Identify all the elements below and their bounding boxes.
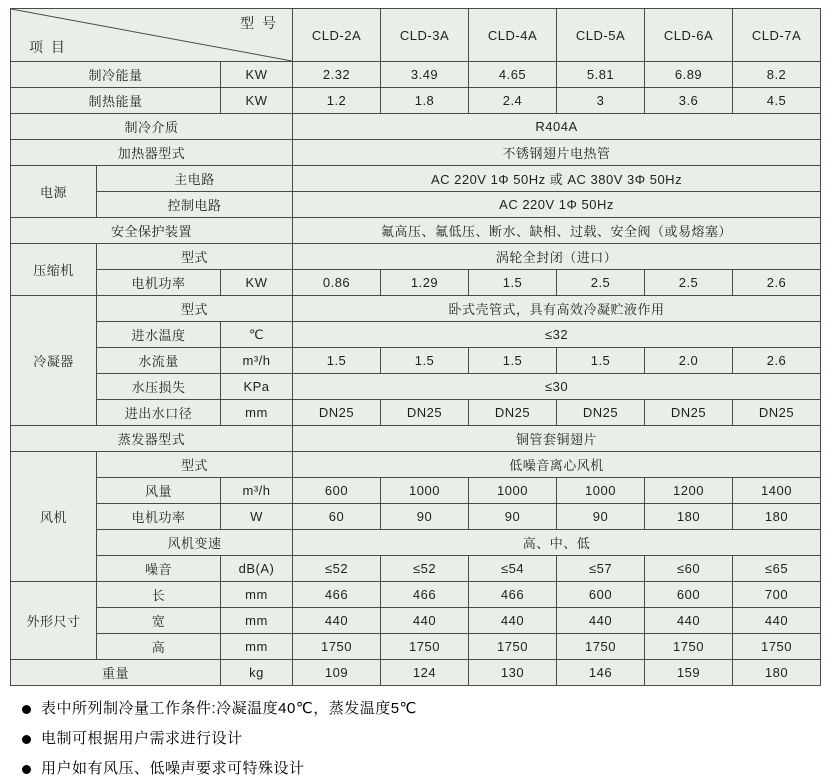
cell-value: 180 [733, 660, 821, 686]
row-label: 噪音 [97, 556, 221, 582]
cell-value: 1200 [645, 478, 733, 504]
cell-value: 1.8 [381, 88, 469, 114]
cell-value-merged: 不锈钢翅片电热管 [293, 140, 821, 166]
cell-value: DN25 [557, 400, 645, 426]
cell-value: 1750 [293, 634, 381, 660]
cell-value: 440 [293, 608, 381, 634]
row-label: 蒸发器型式 [11, 426, 293, 452]
row-unit: KW [221, 88, 293, 114]
cell-value: 1.5 [381, 348, 469, 374]
model-header-label: 型 号 [240, 15, 279, 31]
cell-value: 1.5 [557, 348, 645, 374]
table-header-row [11, 9, 821, 62]
row-label: 长 [97, 582, 221, 608]
row-label: 制冷能量 [11, 62, 221, 88]
row-label: 主电路 [97, 166, 293, 192]
cell-value: 466 [469, 582, 557, 608]
cell-value: 159 [645, 660, 733, 686]
cell-value: 1750 [733, 634, 821, 660]
cell-value-merged: ≤30 [293, 374, 821, 400]
cell-value: ≤54 [469, 556, 557, 582]
note-text: 用户如有风压、低噪声要求可特殊设计 [41, 760, 305, 777]
cell-value: 1000 [381, 478, 469, 504]
cell-value: 440 [469, 608, 557, 634]
cell-value-merged: 氟高压、氟低压、断水、缺相、过载、安全阀（或易熔塞） [293, 218, 821, 244]
cell-value: 440 [733, 608, 821, 634]
table-row [11, 556, 821, 582]
cell-value: DN25 [733, 400, 821, 426]
cell-value-merged: 涡轮全封闭（进口） [293, 244, 821, 270]
corner-header-cell [11, 9, 293, 62]
table-row [11, 634, 821, 660]
cell-value: 1750 [381, 634, 469, 660]
cell-value: 466 [293, 582, 381, 608]
cell-value: 440 [645, 608, 733, 634]
row-unit: mm [221, 634, 293, 660]
table-row [11, 582, 821, 608]
cell-value-merged: AC 220V 1Φ 50Hz 或 AC 380V 3Φ 50Hz [293, 166, 821, 192]
specification-table [10, 8, 821, 686]
cell-value: 1000 [469, 478, 557, 504]
cell-value: 4.65 [469, 62, 557, 88]
row-label: 风量 [97, 478, 221, 504]
table-row [11, 192, 821, 218]
row-label: 型式 [97, 452, 293, 478]
table-row [11, 270, 821, 296]
cell-value: DN25 [469, 400, 557, 426]
row-unit: ℃ [221, 322, 293, 348]
row-label: 制热能量 [11, 88, 221, 114]
table-row [11, 114, 821, 140]
cell-value: 146 [557, 660, 645, 686]
cell-value: 3 [557, 88, 645, 114]
table-row [11, 296, 821, 322]
table-row [11, 478, 821, 504]
cell-value: ≤52 [293, 556, 381, 582]
cell-value: 3.6 [645, 88, 733, 114]
table-row [11, 504, 821, 530]
cell-value: ≤52 [381, 556, 469, 582]
cell-value: 90 [557, 504, 645, 530]
cell-value: 1750 [469, 634, 557, 660]
row-unit: mm [221, 582, 293, 608]
cell-value: 2.6 [733, 348, 821, 374]
cell-value: 600 [645, 582, 733, 608]
cell-value-merged: 高、中、低 [293, 530, 821, 556]
table-row [11, 88, 821, 114]
row-label: 水压损失 [97, 374, 221, 400]
cell-value: 2.5 [645, 270, 733, 296]
cell-value: DN25 [645, 400, 733, 426]
row-label: 制冷介质 [11, 114, 293, 140]
row-label: 控制电路 [97, 192, 293, 218]
cell-value-merged: 卧式壳管式，具有高效冷凝贮液作用 [293, 296, 821, 322]
list-item [22, 760, 820, 778]
row-unit: W [221, 504, 293, 530]
row-unit: mm [221, 608, 293, 634]
table-row [11, 608, 821, 634]
group-label-power: 电源 [11, 166, 97, 218]
cell-value: 1.5 [469, 270, 557, 296]
table-row [11, 660, 821, 686]
cell-value: 1750 [557, 634, 645, 660]
cell-value: 124 [381, 660, 469, 686]
row-label: 型式 [97, 296, 293, 322]
model-header-4: CLD-5A [557, 9, 645, 62]
cell-value: 440 [381, 608, 469, 634]
cell-value: 90 [381, 504, 469, 530]
notes-list [10, 700, 820, 778]
cell-value-merged: ≤32 [293, 322, 821, 348]
group-label-condenser: 冷凝器 [11, 296, 97, 426]
cell-value: 90 [469, 504, 557, 530]
row-unit: kg [221, 660, 293, 686]
cell-value-merged: AC 220V 1Φ 50Hz [293, 192, 821, 218]
row-label: 高 [97, 634, 221, 660]
list-item [22, 730, 820, 748]
model-header-5: CLD-6A [645, 9, 733, 62]
item-header-label: 项 目 [29, 39, 67, 55]
cell-value: 130 [469, 660, 557, 686]
row-unit: KW [221, 62, 293, 88]
row-label: 型式 [97, 244, 293, 270]
table-row [11, 530, 821, 556]
cell-value: 2.6 [733, 270, 821, 296]
cell-value: 1.5 [293, 348, 381, 374]
cell-value: ≤57 [557, 556, 645, 582]
cell-value: 440 [557, 608, 645, 634]
cell-value: 2.5 [557, 270, 645, 296]
table-row [11, 452, 821, 478]
bullet-icon [22, 735, 31, 744]
cell-value: ≤65 [733, 556, 821, 582]
cell-value: 2.32 [293, 62, 381, 88]
note-text: 表中所列制冷量工作条件:冷凝温度40℃，蒸发温度5℃ [41, 700, 417, 717]
cell-value: 1.5 [469, 348, 557, 374]
row-label: 进水温度 [97, 322, 221, 348]
list-item [22, 700, 820, 718]
cell-value: 466 [381, 582, 469, 608]
row-label: 加热器型式 [11, 140, 293, 166]
cell-value: DN25 [381, 400, 469, 426]
cell-value: 109 [293, 660, 381, 686]
cell-value: 180 [645, 504, 733, 530]
cell-value: 600 [557, 582, 645, 608]
row-label: 安全保护装置 [11, 218, 293, 244]
row-unit: dB(A) [221, 556, 293, 582]
model-header-6: CLD-7A [733, 9, 821, 62]
row-label: 水流量 [97, 348, 221, 374]
cell-value: 0.86 [293, 270, 381, 296]
cell-value: ≤60 [645, 556, 733, 582]
bullet-icon [22, 765, 31, 774]
cell-value: 5.81 [557, 62, 645, 88]
group-label-compressor: 压缩机 [11, 244, 97, 296]
row-unit: m³/h [221, 478, 293, 504]
table-row [11, 218, 821, 244]
group-label-fan: 风机 [11, 452, 97, 582]
model-header-2: CLD-3A [381, 9, 469, 62]
row-unit: m³/h [221, 348, 293, 374]
row-label: 电机功率 [97, 504, 221, 530]
row-label: 电机功率 [97, 270, 221, 296]
row-label: 风机变速 [97, 530, 293, 556]
row-unit: KPa [221, 374, 293, 400]
table-row [11, 140, 821, 166]
cell-value: 1400 [733, 478, 821, 504]
row-label: 重量 [11, 660, 221, 686]
row-unit: mm [221, 400, 293, 426]
cell-value: 60 [293, 504, 381, 530]
note-text: 电制可根据用户需求进行设计 [41, 730, 243, 747]
cell-value-merged: 低噪音离心风机 [293, 452, 821, 478]
group-label-dimensions: 外形尺寸 [11, 582, 97, 660]
model-header-1: CLD-2A [293, 9, 381, 62]
cell-value-merged: 铜管套铜翅片 [293, 426, 821, 452]
table-row [11, 62, 821, 88]
cell-value: 1.29 [381, 270, 469, 296]
cell-value: 2.0 [645, 348, 733, 374]
cell-value: 600 [293, 478, 381, 504]
cell-value: 2.4 [469, 88, 557, 114]
cell-value: 6.89 [645, 62, 733, 88]
cell-value: 700 [733, 582, 821, 608]
cell-value: 4.5 [733, 88, 821, 114]
table-row [11, 322, 821, 348]
cell-value: 1750 [645, 634, 733, 660]
cell-value-merged: R404A [293, 114, 821, 140]
table-row [11, 166, 821, 192]
cell-value: 8.2 [733, 62, 821, 88]
model-header-3: CLD-4A [469, 9, 557, 62]
table-row [11, 400, 821, 426]
cell-value: 1.2 [293, 88, 381, 114]
row-label: 宽 [97, 608, 221, 634]
cell-value: 3.49 [381, 62, 469, 88]
cell-value: 180 [733, 504, 821, 530]
row-unit: KW [221, 270, 293, 296]
row-label: 进出水口径 [97, 400, 221, 426]
table-row [11, 374, 821, 400]
cell-value: DN25 [293, 400, 381, 426]
bullet-icon [22, 705, 31, 714]
cell-value: 1000 [557, 478, 645, 504]
table-row [11, 244, 821, 270]
table-row [11, 426, 821, 452]
table-row [11, 348, 821, 374]
